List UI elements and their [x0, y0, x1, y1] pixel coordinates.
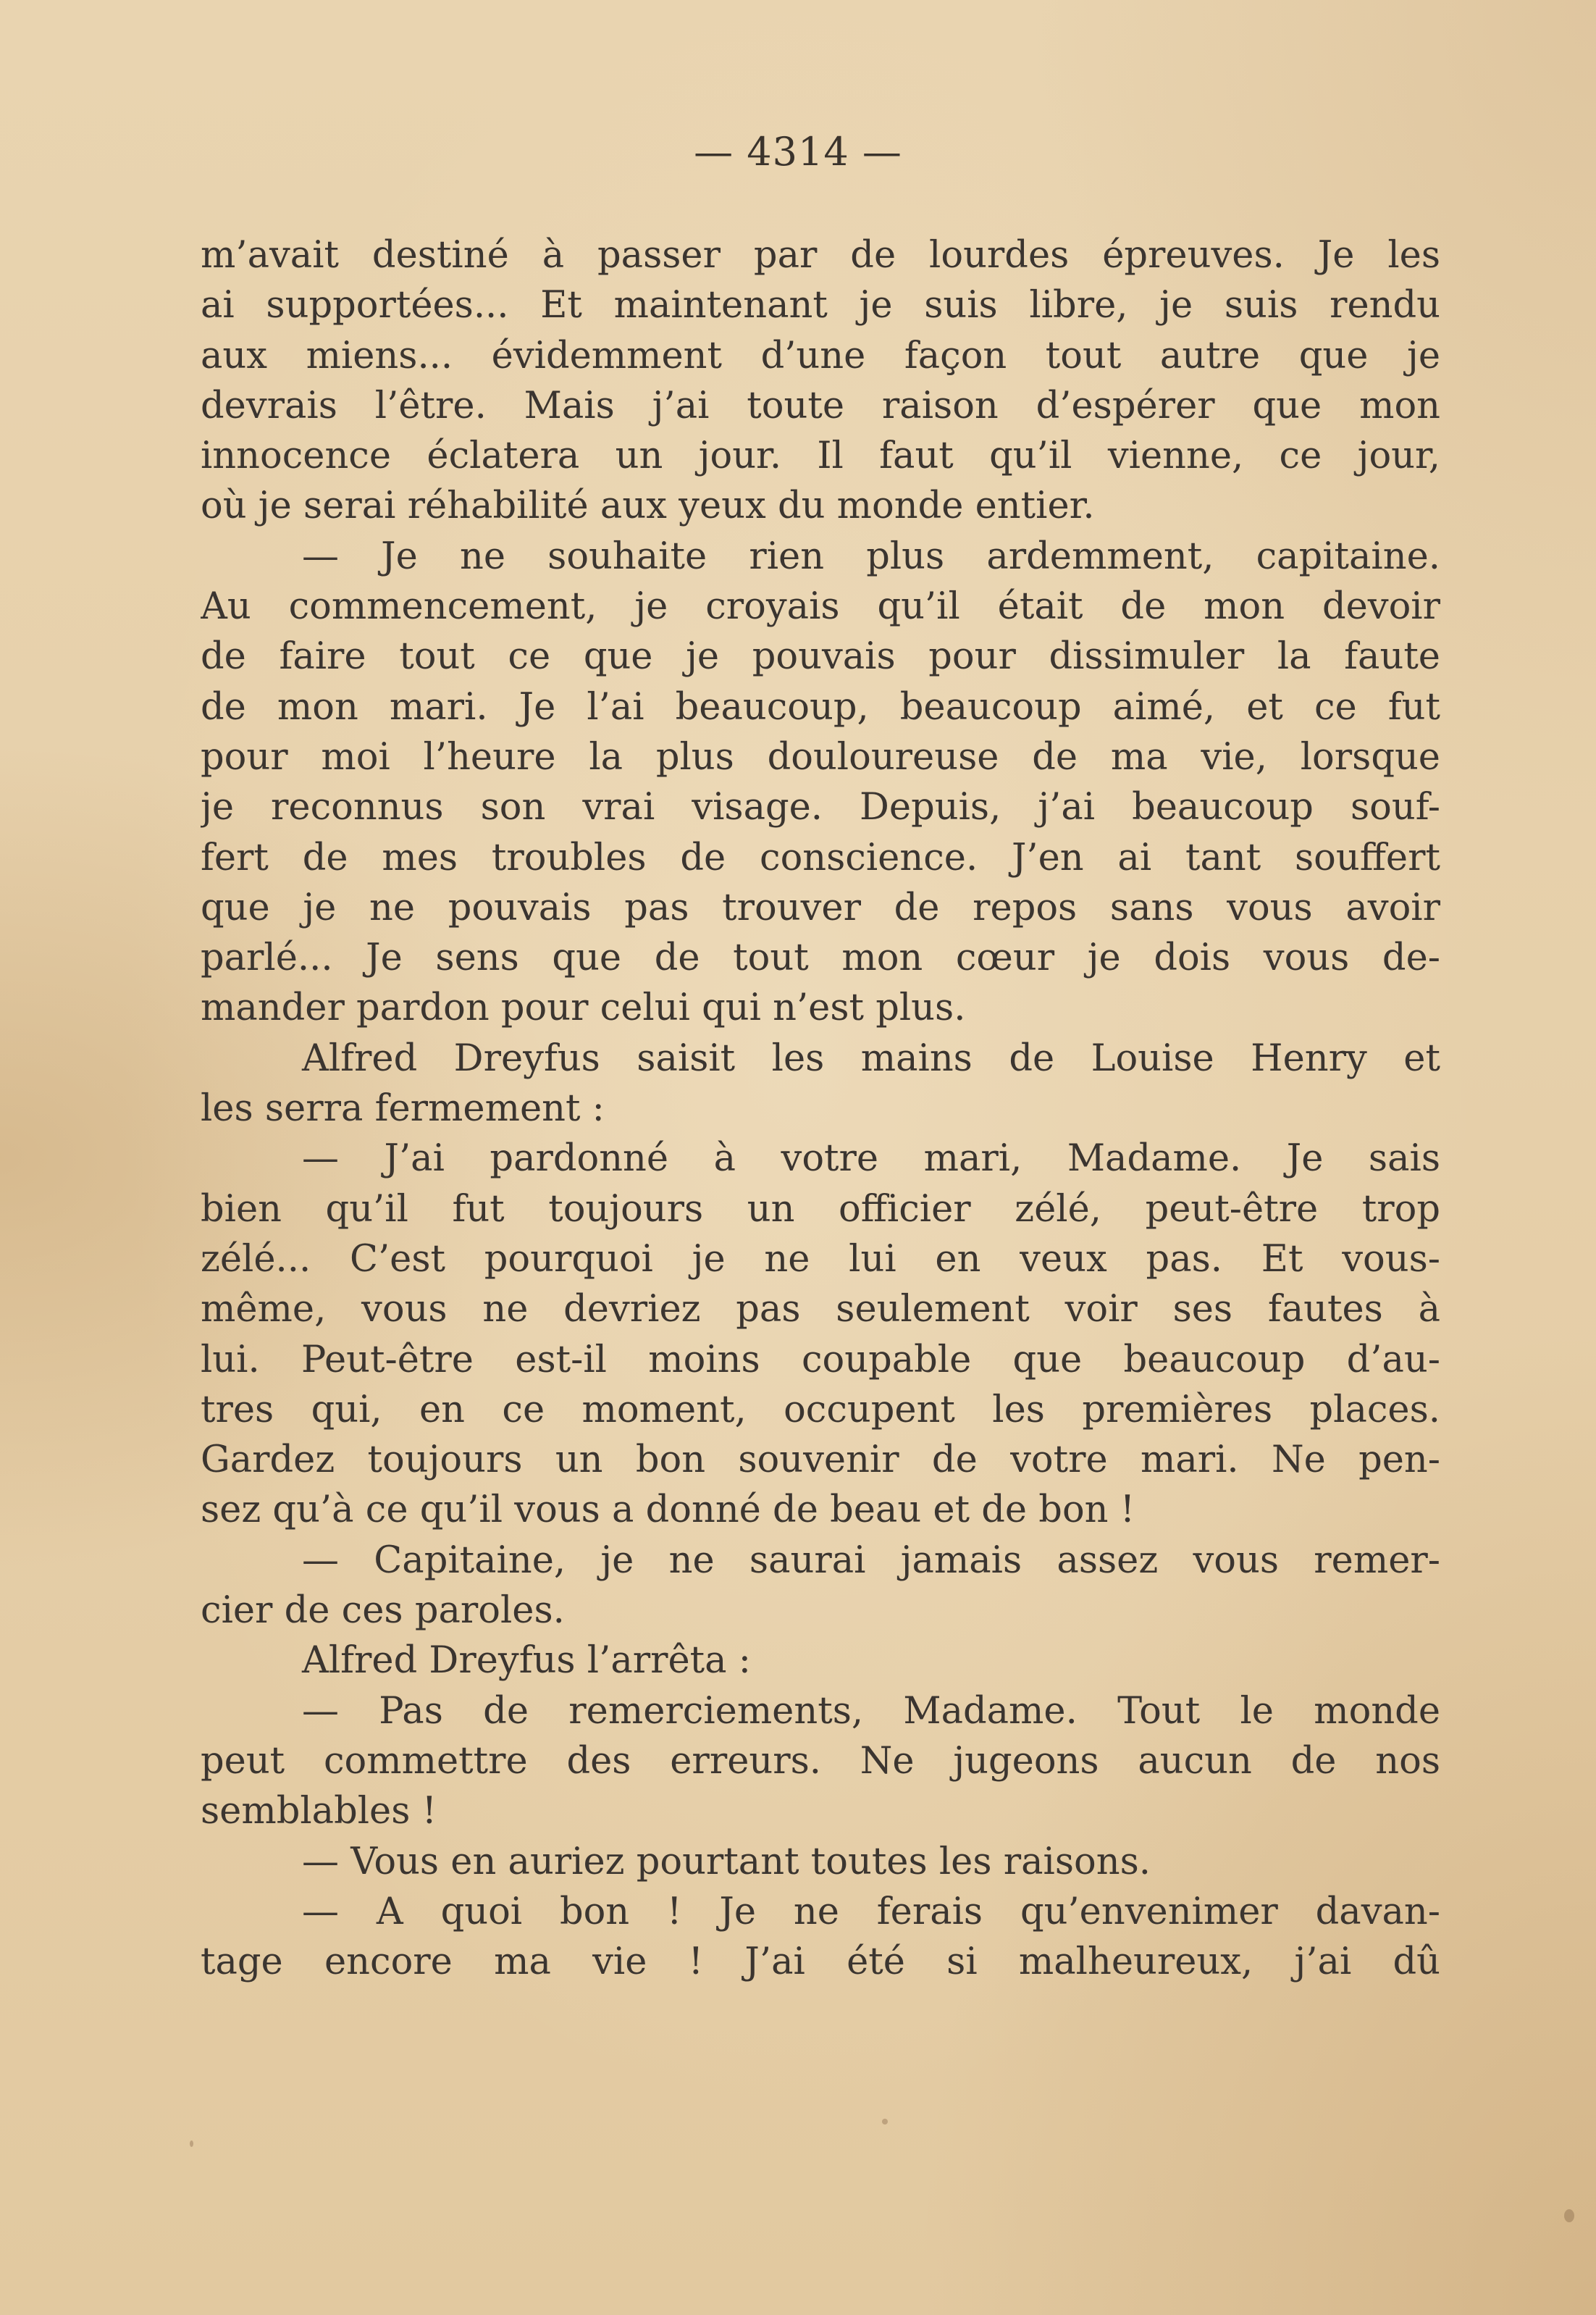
text-line: lui. Peut-être est-il moins coupable que beaucoup d’au-: [201, 1338, 1440, 1381]
text-line: même, vous ne devriez pas seulement voir ses fautes à: [201, 1288, 1440, 1331]
text-line: Gardez toujours un bon souvenir de votre mari. Ne pen-: [201, 1439, 1440, 1482]
text-line: — Je ne souhaite rien plus ardemment, capitaine.: [302, 535, 1440, 578]
text-line: mander pardon pour celui qui n’est plus.: [201, 987, 966, 1030]
text-line: zélé... C’est pourquoi je ne lui en veux pas. Et vous-: [201, 1237, 1440, 1281]
text-line: — Pas de remerciements, Madame. Tout le monde: [302, 1689, 1440, 1733]
text-line: de mon mari. Je l’ai beaucoup, beaucoup aimé, et ce fut: [201, 685, 1440, 729]
text-line: — Vous en auriez pourtant toutes les raisons.: [302, 1840, 1151, 1883]
text-line: tage encore ma vie ! J’ai été si malheureux, j’ai dû: [201, 1941, 1440, 1984]
text-line: aux miens... évidemment d’une façon tout autre que je: [201, 334, 1440, 377]
text-line: semblables !: [201, 1790, 437, 1833]
text-line: devrais l’être. Mais j’ai toute raison d’espérer que mon: [201, 384, 1440, 427]
text-line: peut commettre des erreurs. Ne jugeons aucun de nos: [201, 1739, 1440, 1783]
page-body-text: [201, 230, 1440, 1987]
text-line: où je serai réhabilité aux yeux du monde entier.: [201, 485, 1095, 528]
paper-speck: [190, 2140, 193, 2147]
text-line: bien qu’il fut toujours un officier zélé, peut-être trop: [201, 1187, 1440, 1231]
page-number: — 4314 —: [694, 129, 902, 175]
text-line: tres qui, en ce moment, occupent les premières places.: [201, 1388, 1440, 1431]
text-line: Alfred Dreyfus l’arrêta :: [302, 1639, 751, 1683]
text-line: sez qu’à ce qu’il vous a donné de beau et de bon !: [201, 1489, 1135, 1532]
text-line: Alfred Dreyfus saisit les mains de Louise Henry et: [302, 1037, 1440, 1080]
text-line: de faire tout ce que je pouvais pour dissimuler la faute: [201, 635, 1440, 679]
text-line: Au commencement, je croyais qu’il était de mon devoir: [201, 585, 1440, 629]
text-line: — J’ai pardonné à votre mari, Madame. Je sais: [302, 1137, 1440, 1181]
text-line: pour moi l’heure la plus douloureuse de ma vie, lorsque: [201, 735, 1440, 779]
text-line: les serra fermement :: [201, 1087, 605, 1131]
text-line: fert de mes troubles de conscience. J’en ai tant souffert: [201, 836, 1440, 879]
text-line: que je ne pouvais pas trouver de repos sans vous avoir: [201, 886, 1440, 929]
text-line: m’avait destiné à passer par de lourdes épreuves. Je les: [201, 234, 1440, 277]
text-line: je reconnus son vrai visage. Depuis, j’ai beaucoup souf-: [201, 786, 1440, 829]
text-line: — A quoi bon ! Je ne ferais qu’envenimer davan-: [302, 1890, 1440, 1933]
text-line: cier de ces paroles.: [201, 1589, 565, 1633]
paper-speck: [1564, 2209, 1574, 2222]
paper-speck: [882, 2119, 888, 2124]
text-line: parlé... Je sens que de tout mon cœur je dois vous de-: [201, 937, 1440, 980]
text-line: ai supportées... Et maintenant je suis libre, je suis rendu: [201, 284, 1440, 327]
text-line: — Capitaine, je ne saurai jamais assez vous remer-: [302, 1539, 1440, 1582]
text-line: innocence éclatera un jour. Il faut qu’il vienne, ce jour,: [201, 435, 1440, 478]
